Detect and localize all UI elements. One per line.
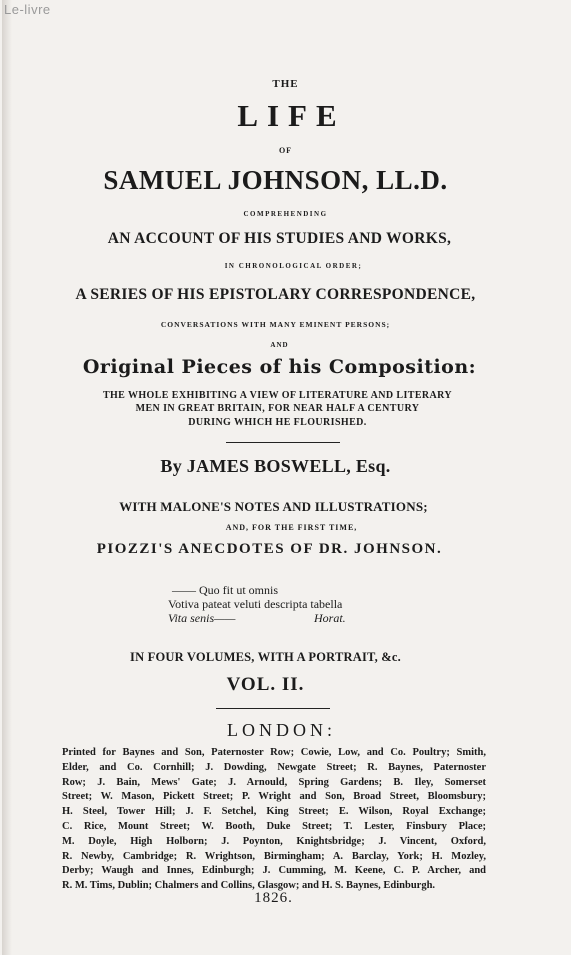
imprint-year: 1826. [254, 890, 293, 906]
malone-notes: WITH MALONE'S NOTES AND ILLUSTRATIONS; [119, 499, 428, 514]
imprint-line: Derby; Waugh and Innes, Edinburgh; J. Cumming, M. Keene, C. P. Archer, and [62, 865, 486, 877]
imprint-line: Street; W. Mason, Pickett Street; P. Wright and Son, Broad Street, Bloomsbury; [62, 791, 486, 803]
author-line: By JAMES BOSWELL, Esq. [160, 456, 391, 476]
subtitle-comprehending: COMPREHENDING [243, 210, 328, 218]
volumes-statement: IN FOUR VOLUMES, WITH A PORTRAIT, &c. [130, 650, 401, 664]
imprint-printers [62, 746, 486, 894]
subtitle-whole-line: MEN IN GREAT BRITAIN, FOR NEAR HALF A CENTURY [135, 403, 420, 414]
page-edge-shadow [2, 0, 12, 955]
imprint-city: LONDON: [227, 720, 336, 740]
watermark: Le-livre [4, 2, 51, 17]
epigraph-line-1: —— Quo fit ut omnis [172, 583, 279, 597]
imprint-line: H. Steel, Tower Hill; J. F. Setchel, King Street; E. Wilson, Royal Exchange; [62, 806, 486, 818]
epigraph-line-2: Votiva pateat veluti descripta tabella [168, 597, 343, 611]
epigraph-attribution: Horat. [314, 611, 346, 625]
subtitle-studies: AN ACCOUNT OF HIS STUDIES AND WORKS, [107, 230, 452, 247]
imprint-line: R. M. Tims, Dublin; Chalmers and Collins, Glasgow; and H. S. Baynes, Edinburgh. [62, 880, 436, 892]
volume-number: VOL. II. [226, 674, 305, 695]
title-name: SAMUEL JOHNSON, LL.D. [103, 165, 448, 195]
imprint-line: M. Doyle, High Holborn; J. Poynton, Knightsbridge; J. Vincent, Oxford, [62, 835, 486, 847]
title-life: LIFE [237, 98, 346, 133]
title-of: OF [278, 146, 293, 155]
imprint-line: R. Newby, Cambridge; R. Wrightson, Birmingham; A. Barclay, York; H. Mozley, [62, 850, 486, 862]
subtitle-conversations: CONVERSATIONS WITH MANY EMINENT PERSONS; [160, 320, 391, 329]
piozzi-anecdotes: PIOZZI'S ANECDOTES OF DR. JOHNSON. [96, 541, 443, 557]
imprint-line: Printed for Baynes and Son, Paternoster Row; Cowie, Low, and Co. Poultry; Smith, [62, 747, 486, 758]
subtitle-chronological: IN CHRONOLOGICAL ORDER; [224, 262, 363, 270]
imprint-line: C. Rice, Mount Street; W. Booth, Duke Street; T. Lester, Finsbury Place; [62, 820, 486, 832]
first-time-note: AND, FOR THE FIRST TIME, [225, 523, 358, 532]
imprint-line: Row; J. Bain, Mews' Gate; J. Arnould, Spring Gardens; B. Iley, Somerset [62, 776, 486, 788]
subtitle-original-pieces: Original Pieces of his Composition: [82, 356, 477, 378]
subtitle-and: AND [270, 341, 289, 349]
subtitle-whole-line: THE WHOLE EXHIBITING A VIEW OF LITERATURE AND LITERARY [102, 390, 453, 401]
divider-rule [226, 442, 340, 443]
subtitle-whole-line: DURING WHICH HE FLOURISHED. [188, 417, 367, 428]
imprint-line: Elder, and Co. Cornhill; J. Dowding, Newgate Street; R. Baynes, Paternoster [62, 761, 486, 773]
epigraph-line-3: Vita senis—— [168, 611, 236, 625]
subtitle-series: A SERIES OF HIS EPISTOLARY CORRESPONDENCE, [75, 286, 476, 303]
divider-rule [216, 708, 330, 709]
title-the: THE [272, 78, 299, 90]
